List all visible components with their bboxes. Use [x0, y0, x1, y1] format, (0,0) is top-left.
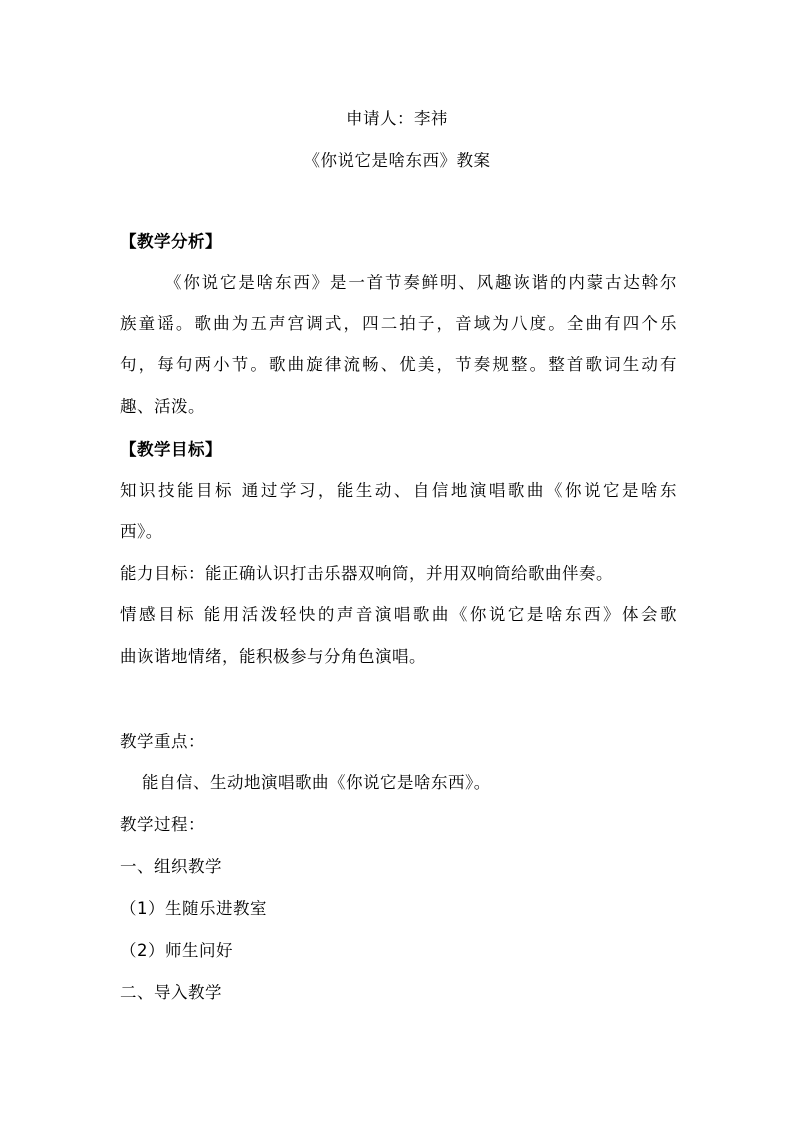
key-points-content: 能自信、生动地演唱歌曲《你说它是啥东西》。: [142, 773, 491, 792]
applicant-line: 申请人：李祎: [346, 109, 448, 128]
process-item-1: 一、组织教学: [120, 857, 222, 876]
analysis-heading: 【教学分析】: [120, 232, 222, 251]
analysis-line-3: 句，每句两小节。歌曲旋律流畅、优美，节奏规整。整首歌词生动有: [120, 355, 677, 374]
knowledge-objective-line-1: 知识技能目标 通过学习，能生动、自信地演唱歌曲《你说它是啥东: [120, 481, 677, 500]
analysis-line-2: 族童谣。歌曲为五声宫调式，四二拍子，音域为八度。全曲有四个乐: [120, 314, 677, 333]
ability-objective: 能力目标：能正确认识打击乐器双响筒，并用双响筒给歌曲伴奏。: [120, 564, 613, 583]
document-title: 《你说它是啥东西》教案: [303, 151, 491, 170]
emotion-objective-line-2: 曲诙谐地情绪，能积极参与分角色演唱。: [120, 647, 426, 666]
process-item-2: （1）生随乐进教室: [120, 899, 267, 918]
analysis-line-4: 趣、活泼。: [120, 397, 205, 416]
key-points-heading: 教学重点：: [120, 732, 205, 751]
knowledge-objective-line-2: 西》。: [120, 522, 163, 541]
analysis-line-1: 《你说它是啥东西》是一首节奏鲜明、风趣诙谐的内蒙古达斡尔: [165, 273, 677, 292]
objectives-heading: 【教学目标】: [120, 440, 222, 459]
process-heading: 教学过程：: [120, 815, 205, 834]
emotion-objective-line-1: 情感目标 能用活泼轻快的声音演唱歌曲《你说它是啥东西》体会歌: [120, 605, 677, 624]
process-item-4: 二、导入教学: [120, 983, 222, 1002]
process-item-3: （2）师生问好: [120, 941, 233, 960]
